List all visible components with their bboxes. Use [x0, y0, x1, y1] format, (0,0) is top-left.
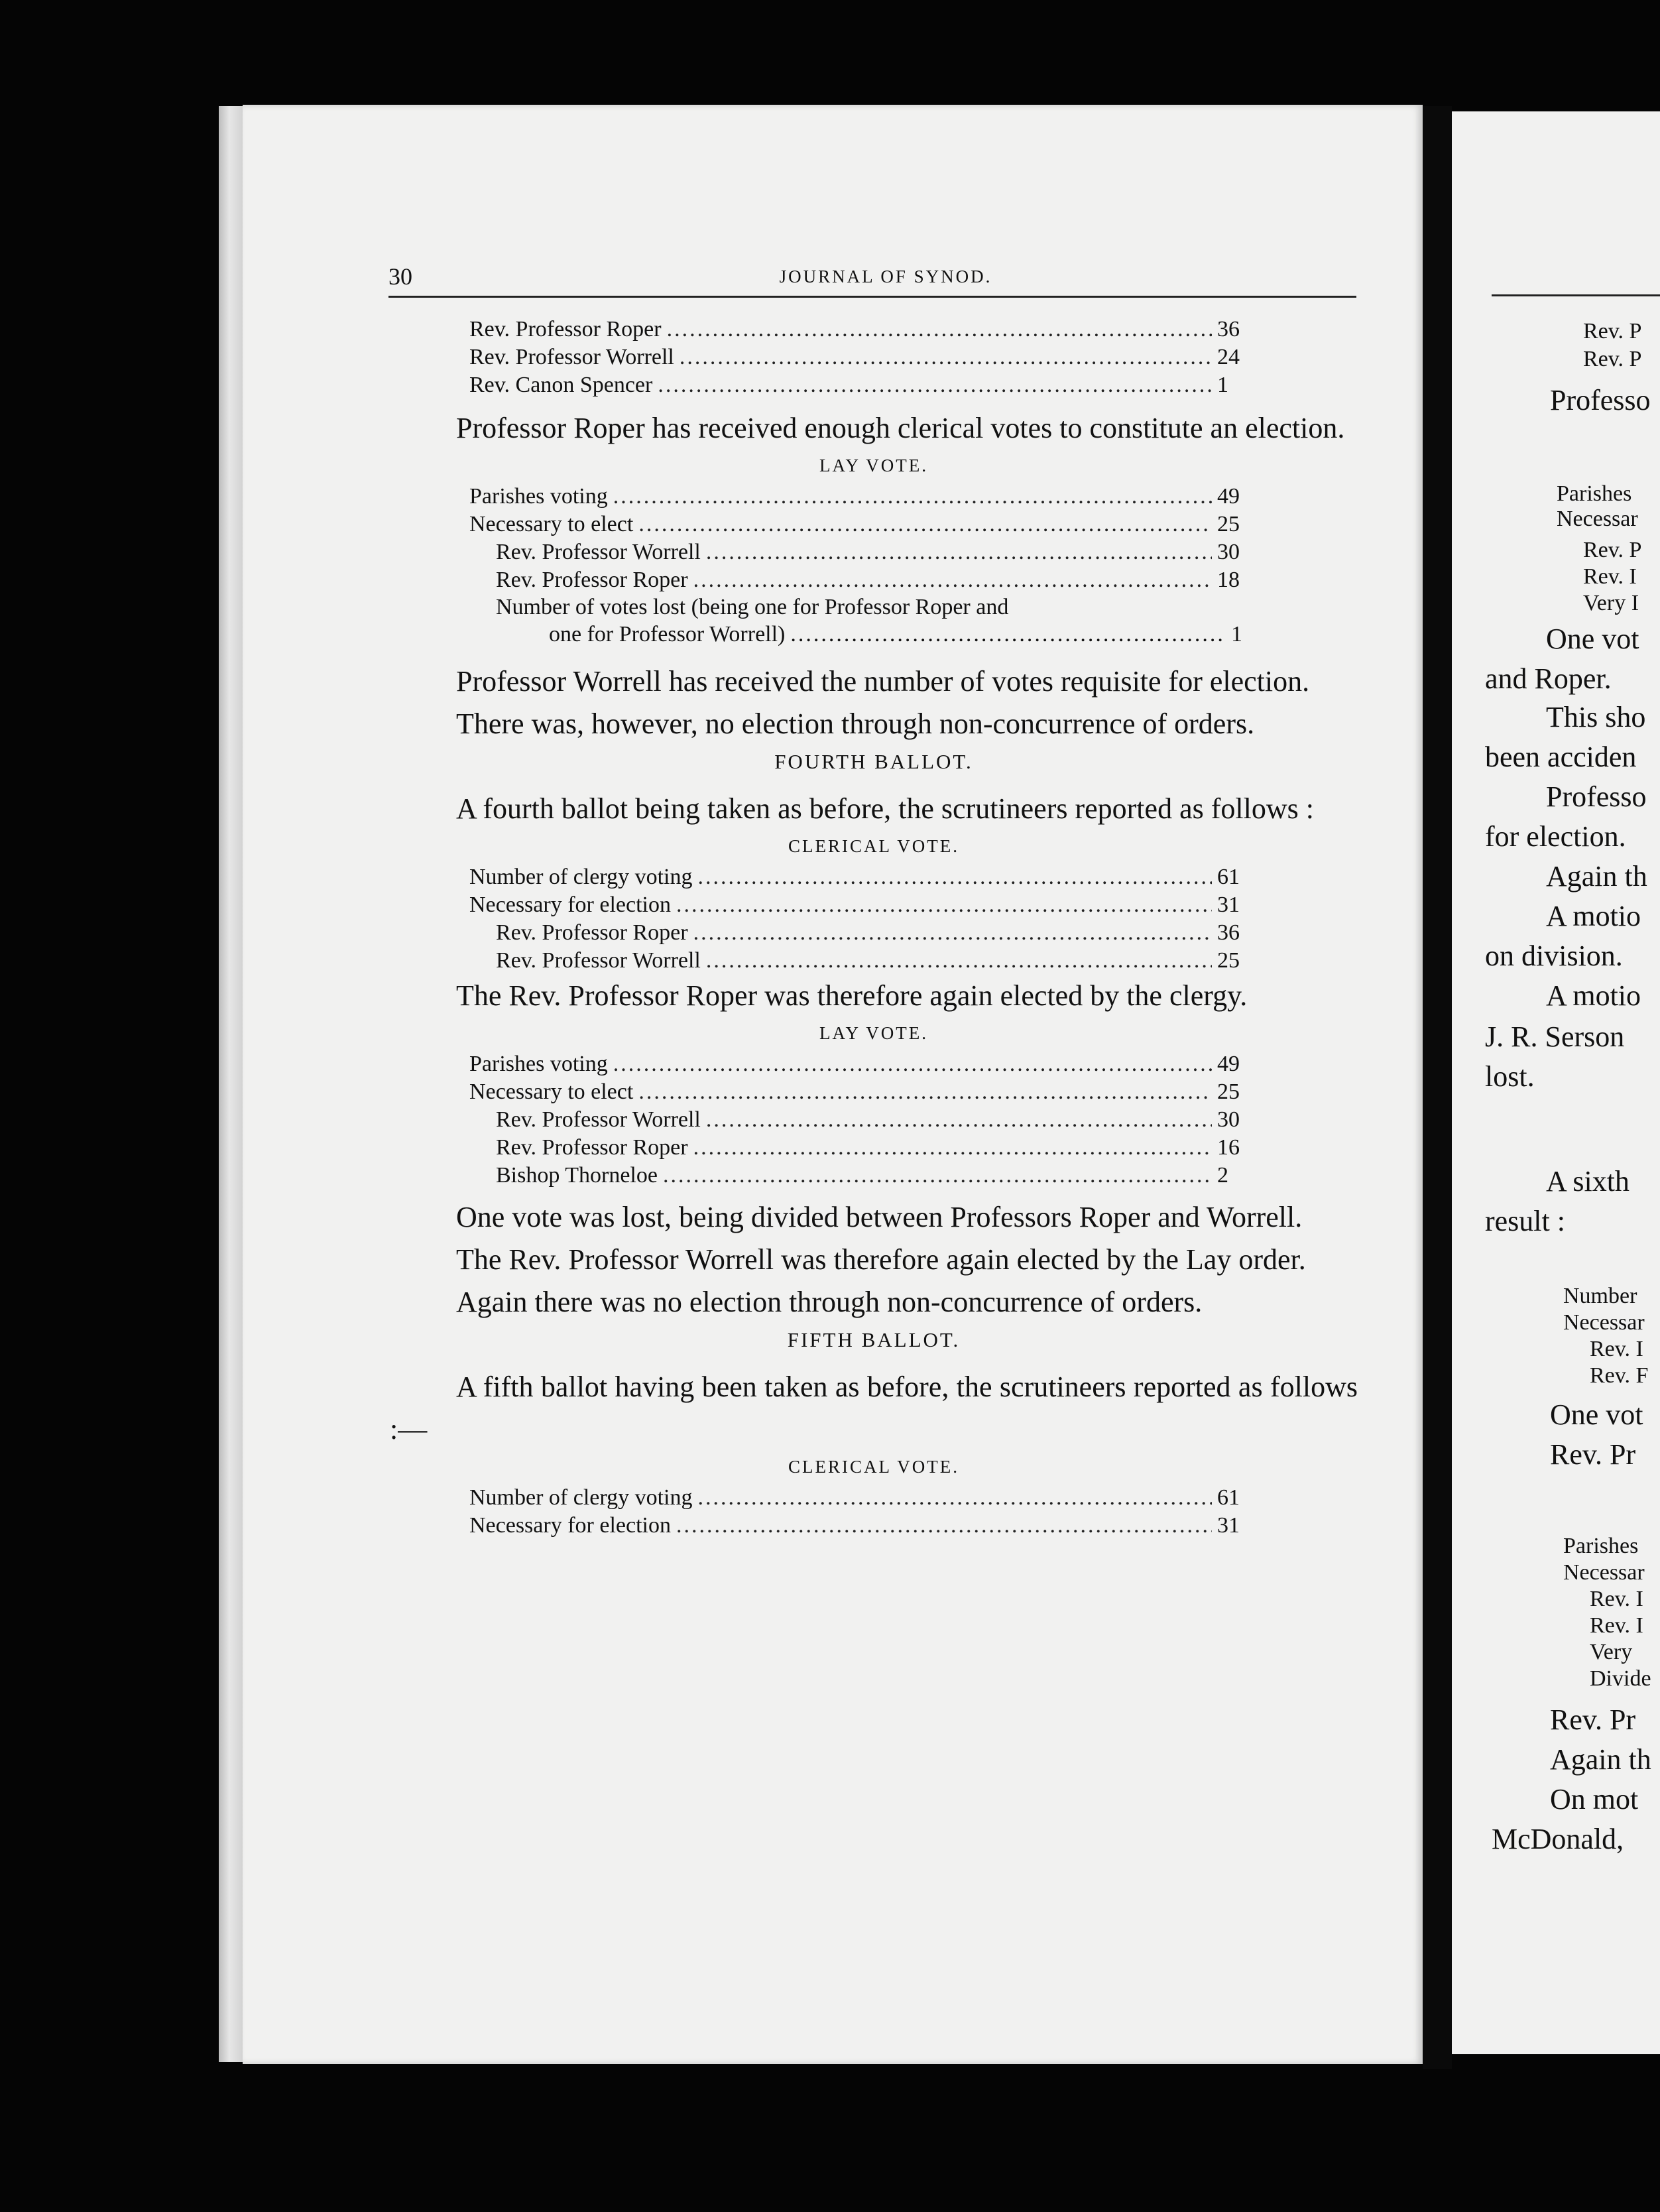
page-body — [390, 316, 1358, 1540]
tally-row: Necessary to elect ..... 25 — [390, 1078, 1242, 1106]
tally-row: Necessary for election ..... 31 — [390, 1512, 1242, 1540]
section-heading-fifth-ballot: FIFTH BALLOT. — [787, 1328, 961, 1351]
fragment-text: Professo — [1546, 780, 1647, 813]
tally-row: Bishop Thorneloe ..... 2 — [390, 1162, 1242, 1190]
section-heading: CLERICAL VOTE. — [788, 1457, 959, 1477]
fragment-text: On mot — [1550, 1783, 1639, 1815]
fragment-text: A sixth — [1546, 1165, 1630, 1198]
fragment-text: on division. — [1485, 940, 1623, 972]
fragment-text: Rev. I — [1583, 564, 1637, 589]
tally-row: Rev. Professor Roper ..... 18 — [390, 566, 1242, 594]
fragment-text: Rev. P — [1583, 538, 1642, 562]
paragraph: Again there was no election through non-concurrence of orders. — [456, 1286, 1203, 1318]
fragment-text: lost. — [1485, 1060, 1535, 1093]
fragment-text: Necessar — [1563, 1560, 1645, 1585]
tally-row: Necessary for election ..... 31 — [390, 891, 1242, 919]
fragment-text: Very I — [1583, 591, 1639, 615]
tally-row: Rev. Professor Roper ..... 16 — [390, 1134, 1242, 1162]
fragment-text: Very — [1590, 1640, 1633, 1664]
fragment-text: This sho — [1546, 701, 1646, 733]
votes-lost-note: Number of votes lost (being one for Professor Roper and — [496, 595, 1009, 619]
tally-row: Rev. Professor Worrell ..... 25 — [390, 947, 1242, 975]
page-number: 30 — [388, 263, 412, 290]
fragment-text: One vot — [1550, 1398, 1643, 1431]
fragment-text: Again th — [1546, 860, 1647, 892]
paragraph: A fourth ballot being taken as before, the scrutineers reported as follows : — [456, 792, 1314, 825]
votes-lost-row: one for Professor Worrell) ..... 1 — [390, 621, 1242, 648]
fragment-text: Professo — [1550, 384, 1651, 416]
fragment-text: A motio — [1546, 979, 1641, 1012]
fragment-text: Rev. P — [1583, 319, 1642, 343]
fragment-text: Parishes — [1557, 481, 1632, 506]
section-heading: LAY VOTE. — [819, 1023, 928, 1043]
fragment-text: Parishes — [1563, 1534, 1639, 1558]
tally-row: Rev. Professor Worrell ..... 24 — [390, 343, 1242, 371]
tally-row: Rev. Professor Roper ..... 36 — [390, 316, 1242, 343]
section-heading: LAY VOTE. — [819, 456, 928, 475]
fragment-text: Rev. Pr — [1550, 1438, 1636, 1471]
header-rule — [1492, 294, 1660, 296]
fragment-text: Rev. I — [1590, 1337, 1643, 1361]
fragment-text: McDonald, — [1492, 1823, 1624, 1855]
fragment-text: been acciden — [1485, 741, 1637, 773]
tally-row: Parishes voting ..... 49 — [390, 1050, 1242, 1078]
paragraph: The Rev. Professor Worrell was therefore again elected by the Lay order. — [456, 1243, 1306, 1276]
paragraph: A fifth ballot having been taken as before, the scrutineers reported as follows :— — [390, 1371, 1358, 1445]
fragment-text: and Roper. — [1485, 662, 1612, 695]
fragment-text: Again th — [1550, 1743, 1651, 1776]
fragment-text: Rev. I — [1590, 1613, 1643, 1638]
fragment-text: J. R. Serson — [1485, 1020, 1625, 1053]
fragment-text: Rev. I — [1590, 1587, 1643, 1611]
section-heading: CLERICAL VOTE. — [788, 836, 959, 856]
paragraph: Professor Roper has received enough clerical votes to constitute an election. — [456, 412, 1345, 444]
fragment-text: for election. — [1485, 820, 1626, 853]
fragment-text: Number — [1563, 1284, 1637, 1308]
fragment-text: A motio — [1546, 900, 1641, 932]
paragraph: The Rev. Professor Roper was therefore again elected by the clergy. — [456, 979, 1248, 1012]
fragment-text: Necessar — [1563, 1310, 1645, 1335]
paragraph: Professor Worrell has received the number of votes requisite for election. — [456, 665, 1310, 698]
fragment-text: Divide — [1590, 1666, 1651, 1691]
book-gutter — [1423, 106, 1452, 2069]
paragraph: There was, however, no election through non-concurrence of orders. — [456, 707, 1255, 740]
tally-row: Parishes voting ..... 49 — [390, 483, 1242, 511]
tally-row: Number of clergy voting ..... 61 — [390, 863, 1242, 891]
fragment-text: Rev. Pr — [1550, 1703, 1636, 1736]
fragment-text: result : — [1485, 1205, 1565, 1237]
tally-row: Rev. Professor Worrell ..... 30 — [390, 538, 1242, 566]
section-heading-fourth-ballot: FOURTH BALLOT. — [774, 750, 973, 773]
fragment-text: Necessar — [1557, 507, 1638, 531]
page-edge — [219, 106, 245, 2062]
tally-row: Number of clergy voting ..... 61 — [390, 1484, 1242, 1512]
page-header — [388, 263, 1499, 302]
left-page — [243, 105, 1423, 2064]
running-title: JOURNAL OF SYNOD. — [779, 267, 992, 286]
fragment-text: Rev. F — [1590, 1363, 1649, 1388]
fragment-text: Rev. P — [1583, 347, 1642, 371]
tally-row: Rev. Professor Worrell ..... 30 — [390, 1106, 1242, 1134]
paragraph: One vote was lost, being divided between Professors Roper and Worrell. — [456, 1201, 1303, 1233]
tally-row: Rev. Professor Roper ..... 36 — [390, 919, 1242, 947]
header-rule — [388, 296, 1356, 298]
fragment-text: One vot — [1546, 623, 1639, 655]
tally-row: Rev. Canon Spencer ..... 1 — [390, 371, 1242, 399]
tally-row: Necessary to elect ..... 25 — [390, 511, 1242, 538]
right-page-fragment — [1452, 111, 1660, 2054]
